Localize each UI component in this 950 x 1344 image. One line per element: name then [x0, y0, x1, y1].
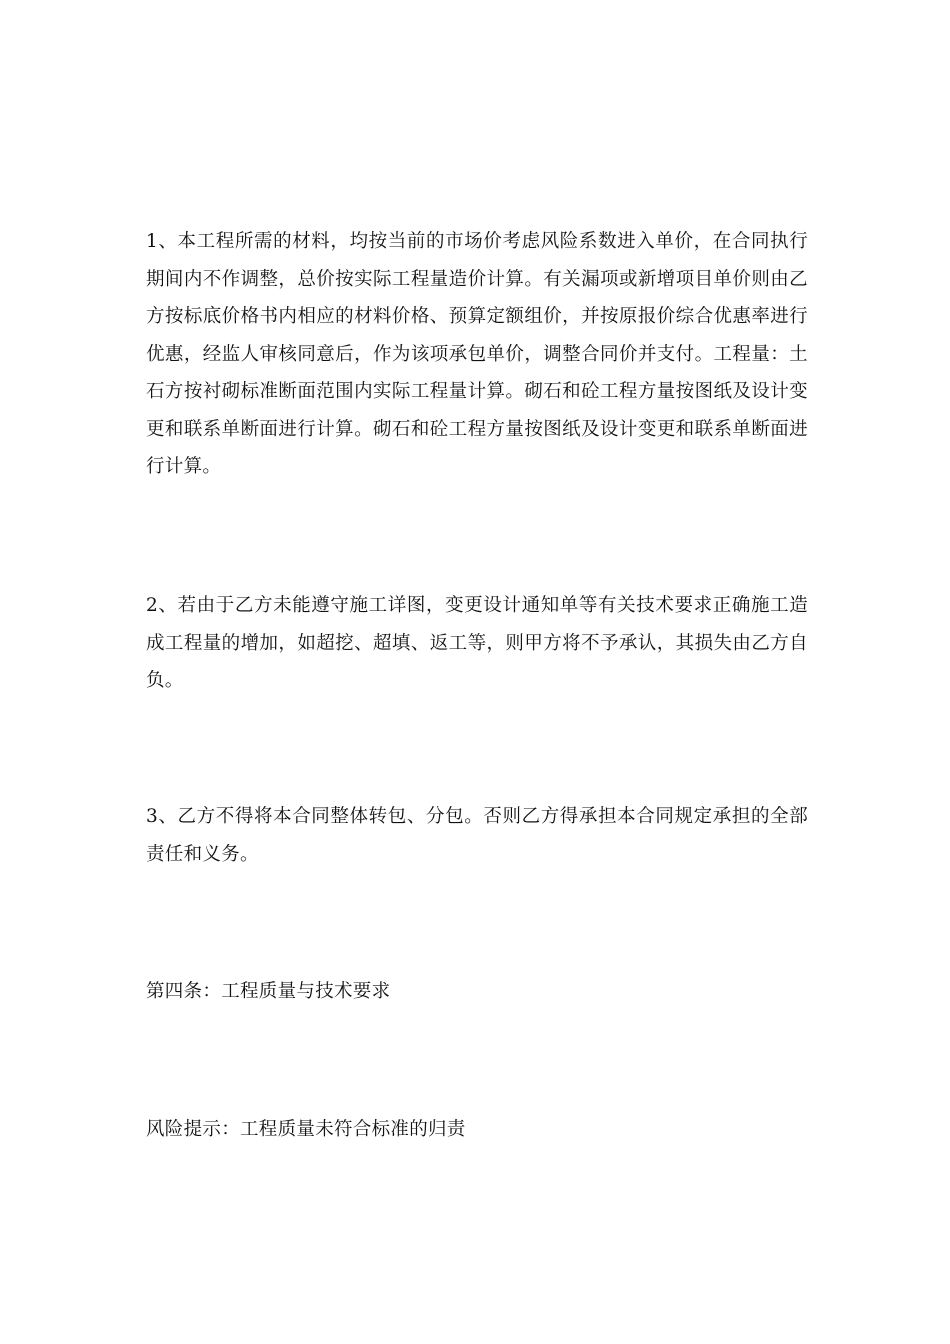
- article-heading: 第四条：工程质量与技术要求: [146, 981, 391, 1002]
- risk-note: 风险提示：工程质量未符合标准的归责: [146, 1119, 466, 1140]
- clause-1-paragraph: 1、本工程所需的材料，均按当前的市场价考虑风险系数进入单价，在合同执行期间内不作调整，总价按实际工程量造价计算。有关漏项或新增项目单价则由乙方按标底价格书内相应的材料价格、预算定额组价，并按原报价综合优惠率进行优惠，经监人审核同意后，作为该项承包单价，调整合同价并支付。工程量：土石方按衬砌标准断面范围内实际工程量计算。砌石和砼工程方量按图纸及设计变更和联系单断面进行计算。砌石和砼工程方量按图纸及设计变更和联系单断面进行计算。: [146, 231, 808, 477]
- clause-3-paragraph: 3、乙方不得将本合同整体转包、分包。否则乙方得承担本合同规定承担的全部责任和义务。: [146, 806, 808, 865]
- clause-2-paragraph: 2、若由于乙方未能遵守施工详图，变更设计通知单等有关技术要求正确施工造成工程量的增加，如超挖、超填、返工等，则甲方将不予承认，其损失由乙方自负。: [146, 595, 808, 691]
